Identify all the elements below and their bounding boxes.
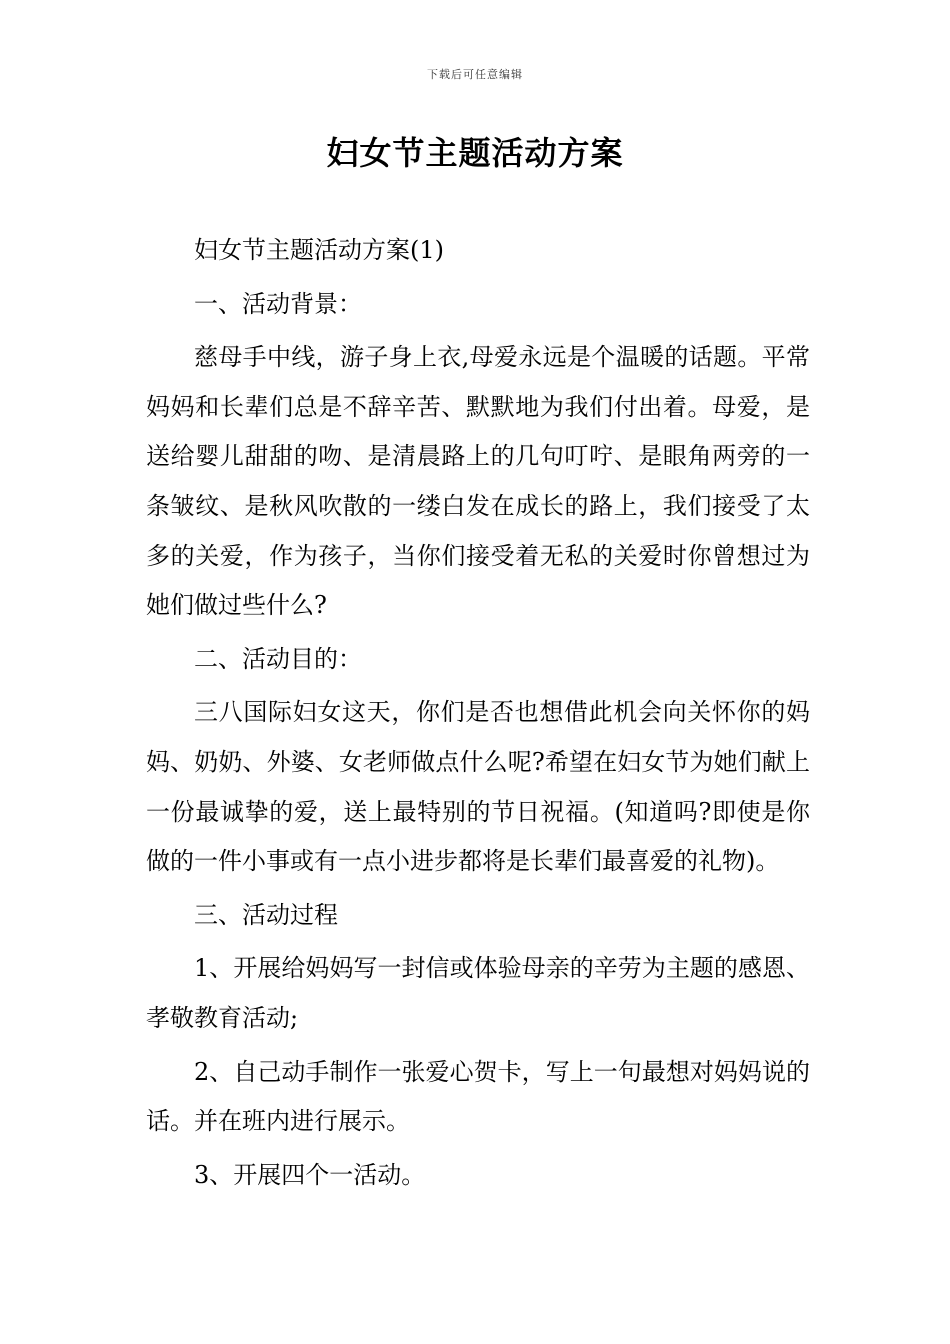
- section-heading-background: 一、活动背景：: [194, 289, 362, 318]
- list-item-3: 3、开展四个一活动。: [194, 1160, 426, 1189]
- paragraph-background: 慈母手中线，游子身上衣,母爱永远是个温暖的话题。平常妈妈和长辈们总是不辞辛苦、默默地为我们付出着。母爱，是送给婴儿甜甜的吻、是清晨路上的几句叮咛、是眼角两旁的一条皱纹、是秋风吹散的一缕白发在成长的路上，我们接受了太多的关爱，作为孩子，当你们接受着无私的关爱时你曾想过为她们做过些什么?: [146, 343, 810, 620]
- section-heading-process: 三、活动过程: [194, 900, 338, 929]
- section-heading-plan: 妇女节主题活动方案(1): [194, 236, 444, 264]
- list-item-2: 2、自己动手制作一张爱心贺卡，写上一句最想对妈妈说的话。并在班内进行展示。: [146, 1057, 810, 1136]
- list-item-1: 1、开展给妈妈写一封信或体验母亲的辛劳为主题的感恩、孝敬教育活动;: [146, 954, 810, 1032]
- header-note: 下载后可任意编辑: [427, 68, 523, 81]
- document-title: 妇女节主题活动方案: [326, 134, 624, 172]
- document-body: [146, 226, 810, 1200]
- section-heading-purpose: 二、活动目的：: [194, 644, 362, 673]
- paragraph-purpose: 三八国际妇女这天，你们是否也想借此机会向关怀你的妈妈、奶奶、外婆、女老师做点什么呢?希望在妇女节为她们献上一份最诚挚的爱，送上最特别的节日祝福。(知道吗?即使是你做的一件小事或有一点小进步都将是长辈们最喜爱的礼物)。: [146, 698, 810, 876]
